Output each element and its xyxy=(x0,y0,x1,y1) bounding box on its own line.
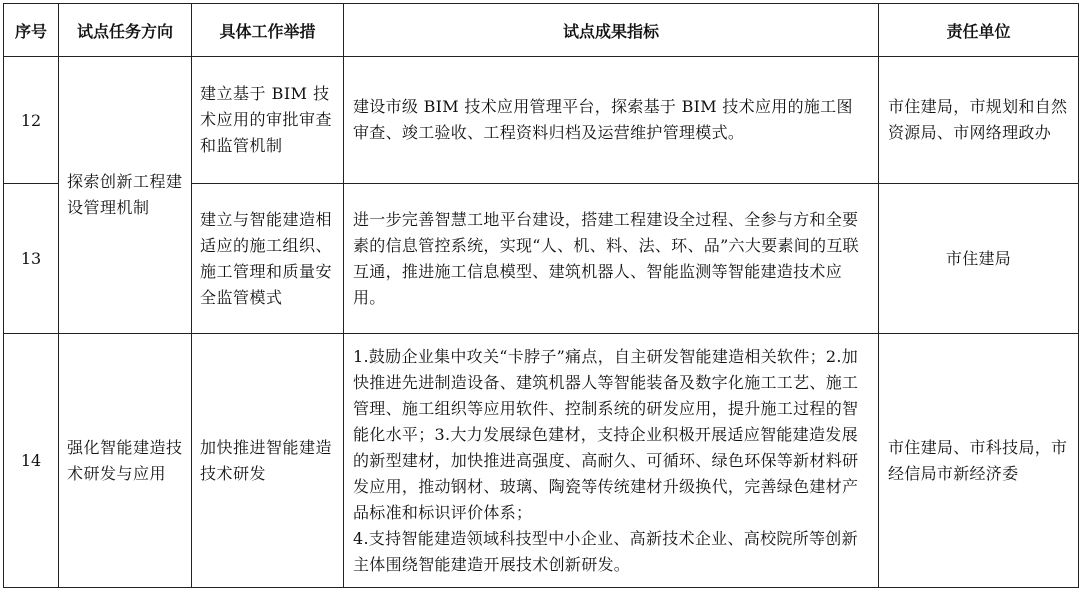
row-measures: 加快推进智能建造技术研发 xyxy=(192,334,344,588)
row-unit: 市住建局，市规划和自然资源局、市网络理政办 xyxy=(879,57,1079,184)
row-measures: 建立基于 BIM 技术应用的审批审查和监管机制 xyxy=(192,57,344,184)
row-seq: 14 xyxy=(4,334,59,588)
row-indicators: 进一步完善智慧工地平台建设，搭建工程建设全过程、全参与方和全要素的信息管控系统，实现“人、机、料、法、环、品”六大要素间的互联互通，推进施工信息模型、建筑机器人、智能监测等智能建造技术应用。 xyxy=(344,184,879,334)
row-seq: 13 xyxy=(4,184,59,334)
header-row xyxy=(4,4,1079,57)
row-unit: 市住建局 xyxy=(879,184,1079,334)
table-row xyxy=(4,334,1079,588)
indicator-item-4: 4.支持智能建造领域科技型中小企业、高新技术企业、高校院所等创新主体围绕智能建造开展技术创新研发。 xyxy=(353,528,858,574)
row-indicators xyxy=(344,334,879,588)
row-direction: 强化智能建造技术研发与应用 xyxy=(59,334,192,588)
header-measures: 具体工作举措 xyxy=(192,4,344,57)
indicator-items-1-3: 1.鼓励企业集中攻关“卡脖子”痛点，自主研发智能建造相关软件；2.加快推进先进制造设备、建筑机器人等智能装备及数字化施工工艺、施工管理、施工组织等应用软件、控制系统的研发应用，提升施工过程的智能化水平；3.大力发展绿色建材，支持企业积极开展适应智能建造发展的新型建材，加快推进高强度、高耐久、可循环、绿色环保等新材料研发应用，推动钢材、玻璃、陶瓷等传统建材升级换代，完善绿色建材产品标准和标识评价体系； xyxy=(353,346,859,522)
row-seq: 12 xyxy=(4,57,59,184)
header-direction: 试点任务方向 xyxy=(59,4,192,57)
table-row xyxy=(4,57,1079,184)
header-indicators: 试点成果指标 xyxy=(344,4,879,57)
pilot-task-table xyxy=(3,3,1079,588)
row-unit: 市住建局、市科技局，市经信局市新经济委 xyxy=(879,334,1079,588)
row-measures: 建立与智能建造相适应的施工组织、施工管理和质量安全监管模式 xyxy=(192,184,344,334)
header-seq: 序号 xyxy=(4,4,59,57)
row-direction: 探索创新工程建设管理机制 xyxy=(59,57,192,334)
header-unit: 责任单位 xyxy=(879,4,1079,57)
row-indicators: 建设市级 BIM 技术应用管理平台，探索基于 BIM 技术应用的施工图审查、竣工验收、工程资料归档及运营维护管理模式。 xyxy=(344,57,879,184)
